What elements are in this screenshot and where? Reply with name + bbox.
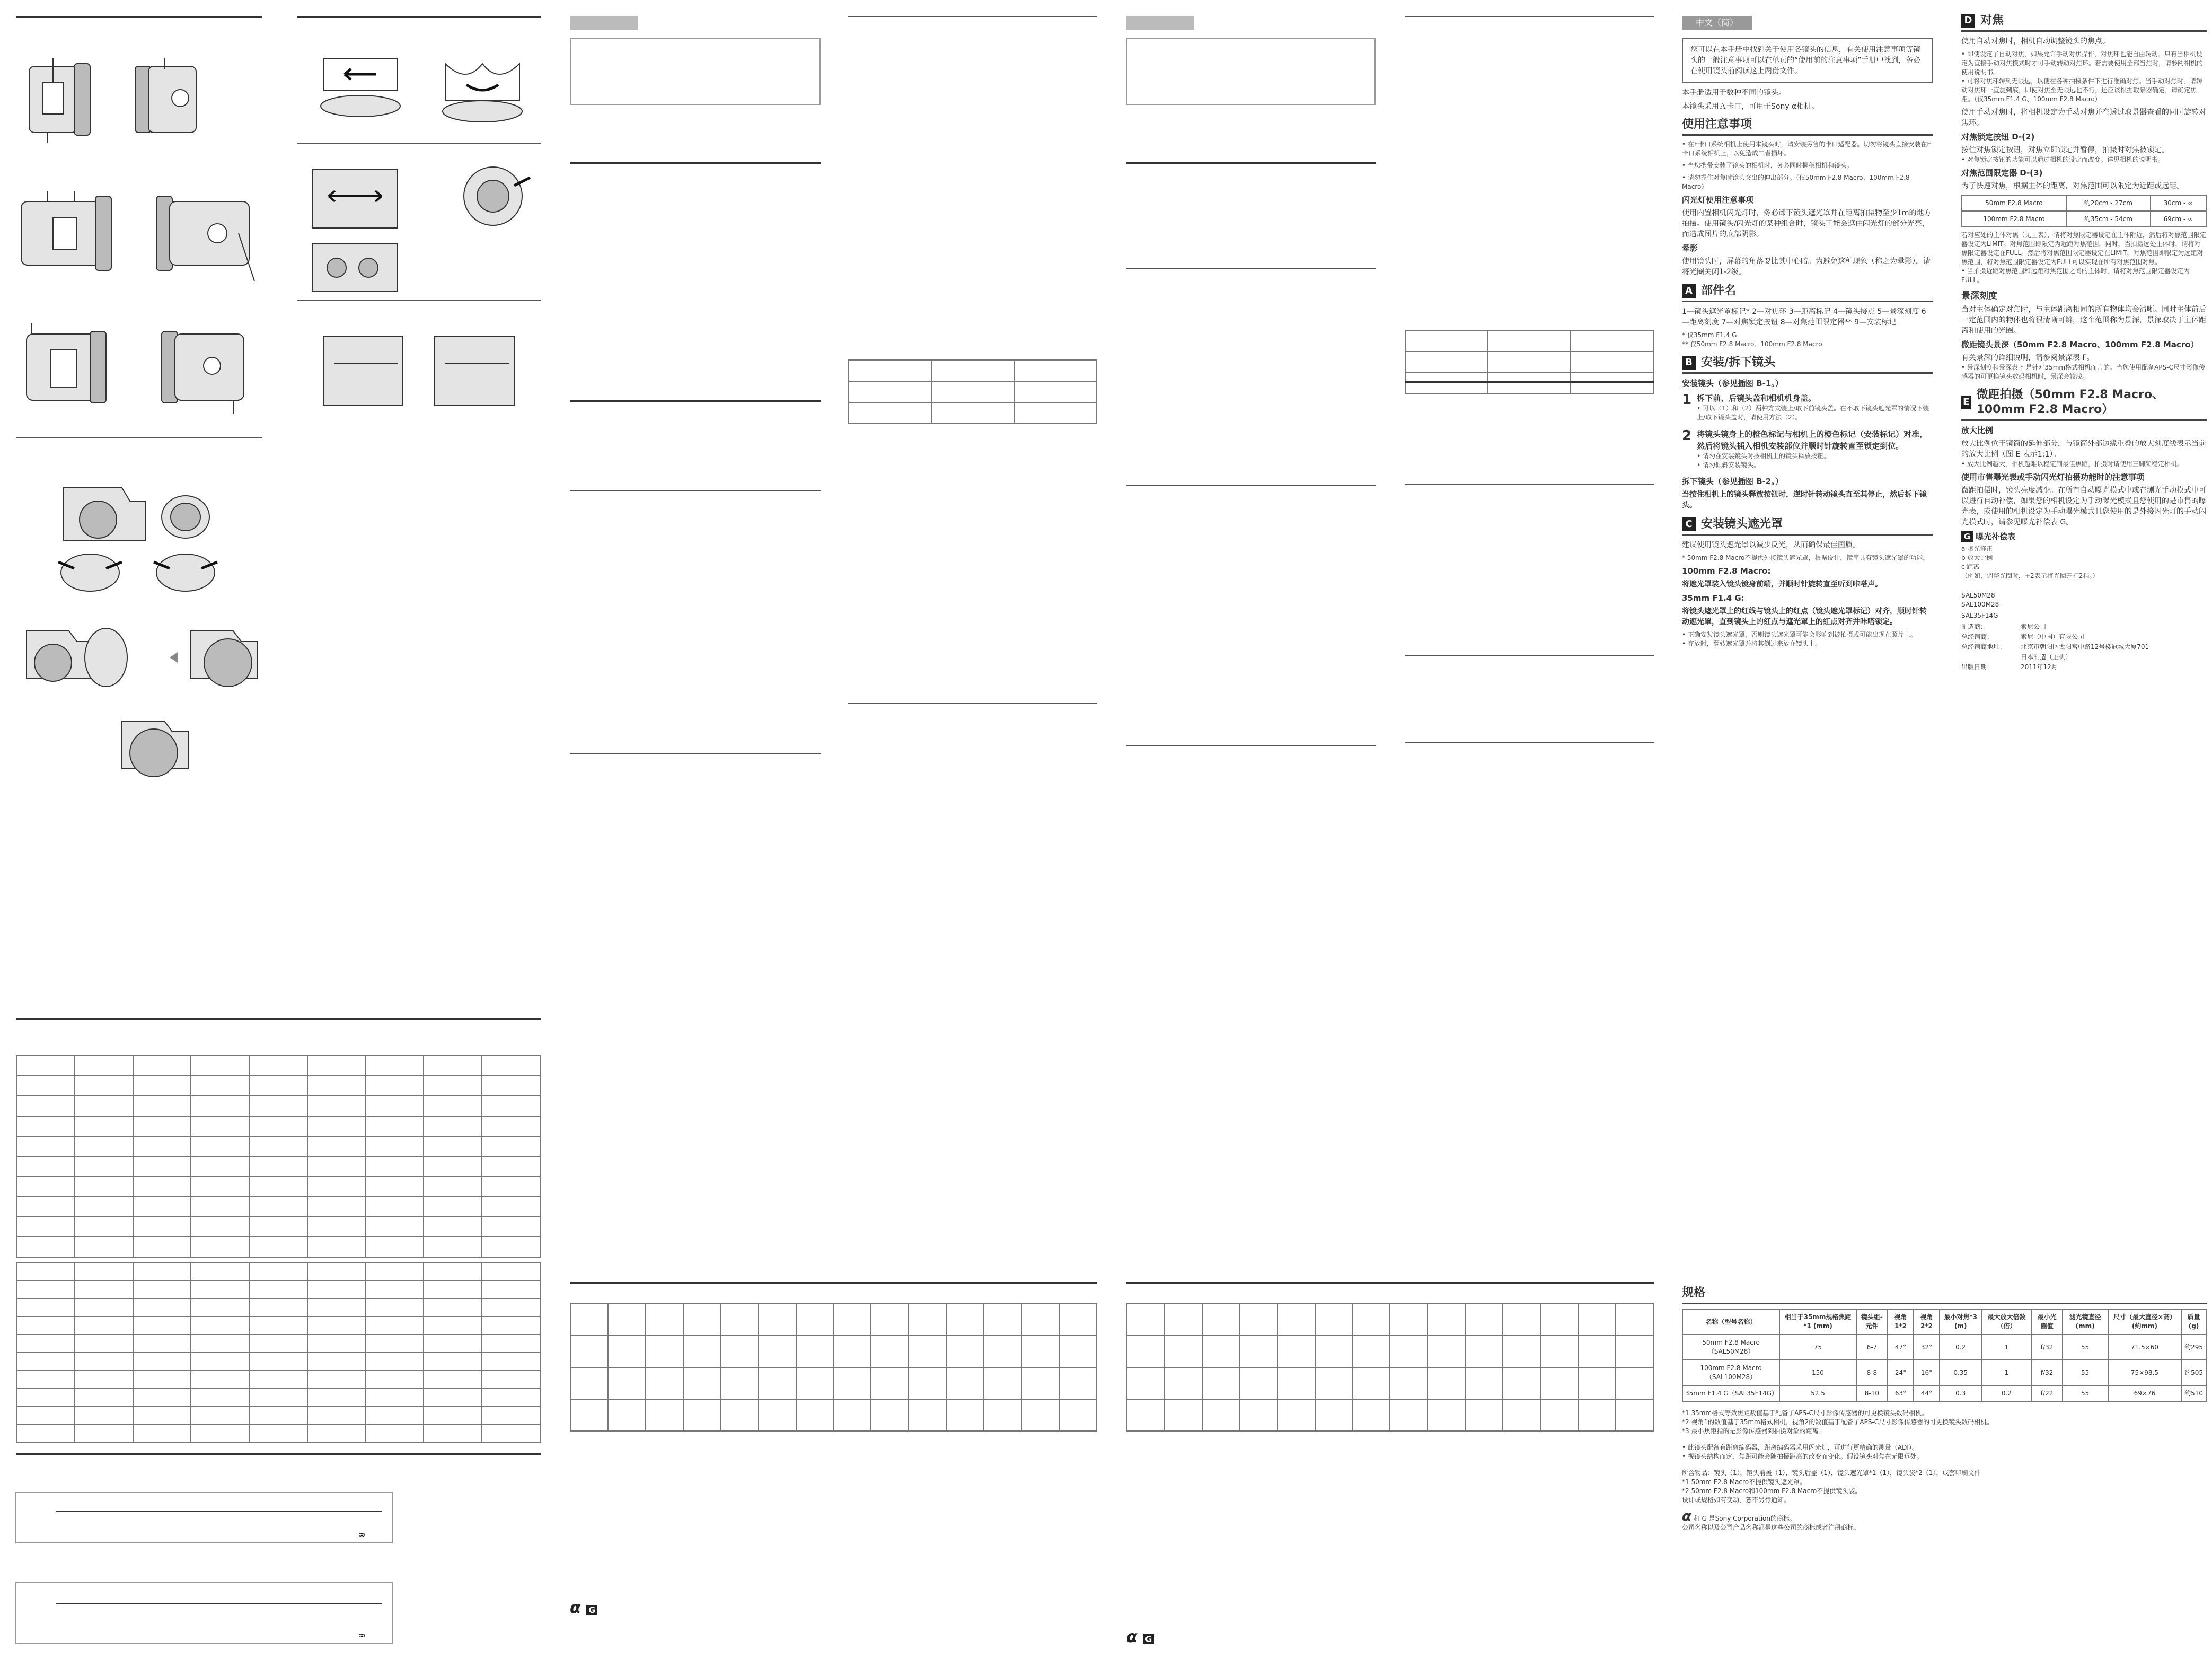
meter-flash-title: 使用市售曝光表或手动闪光灯拍摄功能时的注意事项 <box>1961 472 2145 482</box>
mount-lens-title: 安装镜头（参见插图 B-1。） <box>1682 379 1783 388</box>
manual-focus-text: 使用手动对焦时，将相机设定为手动对焦并在透过取景器查看的同时旋转对焦环。 <box>1961 108 2206 127</box>
svg-text:∞: ∞ <box>358 1529 366 1540</box>
spec-cell: 50mm F2.8 Macro（SAL50M28） <box>1682 1335 1779 1360</box>
spec-cell: 0.3 <box>1940 1385 1981 1402</box>
magnification-text: 放大比例位于镜筒的延伸部分，与镜筒外部边缘重叠的放大刻度线表示当前的放大比例（图 E 表示1:1）。 <box>1961 440 2206 459</box>
panel6-rule3 <box>1405 484 1654 485</box>
panel1-top-rule <box>16 16 262 18</box>
panel6-rule2 <box>1405 381 1654 383</box>
spec-header-cell: 视角2*2 <box>1914 1309 1940 1335</box>
language-tab-placeholder <box>570 16 638 30</box>
spec-cell: 63° <box>1888 1385 1914 1402</box>
spec-header-cell: 尺寸（最大直径×高）(约mm) <box>2108 1309 2181 1335</box>
focus-item: • 即使设定了自动对焦，如果允许手动对焦操作，对焦环也能自由转动。只有当相机设定为直接手动对焦模式时才可手动转动对焦环。若需要使用全部当焦时，请参阅相机的使用说明书。 <box>1961 50 2204 76</box>
dof-text: 当对主体确定对焦时，与主体距离相同的所有物体均会清晰。同时主体前后一定范围内的物体也将很清晰可辨，这个范围称为景深，景深取决于主体距离和使用的光圈。 <box>1961 305 2206 335</box>
spec-cell: 8-8 <box>1856 1360 1888 1385</box>
panel6-small-table <box>1405 330 1654 394</box>
spec-cell: f/32 <box>2032 1335 2063 1360</box>
macro-dof-title: 微距镜头景深（50mm F2.8 Macro、100mm F2.8 Macro） <box>1961 340 2199 349</box>
exposure-legend: c 距离 <box>1961 563 1980 570</box>
manufacturer-info: SAL50M28 SAL100M28 SAL35F14G 制造商： 索尼公司 总经销商： 索尼（中国）有限公司 总经销商地址： 北京市朝阳区太阳宫中路12号楼冠城大厦701 日本制造（主机） 出版日期： 2011年12月 <box>1961 591 2207 672</box>
hood-illustration-100mm <box>313 48 408 127</box>
panel2-divider2 <box>297 300 541 301</box>
panel5-rule1 <box>1126 162 1376 164</box>
panel1-table-rule <box>16 1018 541 1020</box>
spec-cell: 55 <box>2063 1385 2108 1402</box>
focus-limit-table: 50mm F2.8 Macro 约20cm - 27cm 30cm - ∞ 100mm F2.8 Macro 约35cm - 54cm 69cm - ∞ <box>1961 195 2207 227</box>
specifications <box>1682 1286 2207 1532</box>
lens-illustration-front-35mm <box>21 323 111 414</box>
lens-mount-illustration <box>16 620 265 774</box>
focus-text: 使用自动对焦时，相机自动调整镜头的焦点。 <box>1961 37 2110 46</box>
section-letter-c: C <box>1682 517 1696 531</box>
focus-limit-note: • 当拍摄近距对焦范围和远距对焦范围之间的主体时，请将对焦范围限定器设定为FULL。 <box>1961 267 2190 284</box>
panel5-rule3 <box>1126 485 1376 486</box>
spec-cell: 32° <box>1914 1335 1940 1360</box>
spec-table-placeholder-2 <box>1126 1303 1654 1432</box>
included-note: *2 50mm F2.8 Macro和100mm F2.8 Macro不提供镜头袋。 <box>1682 1487 1862 1495</box>
flash-precautions-text: 使用内置相机闪光灯时，务必卸下镜头遮光罩并在距离拍摄物至少1m的地方拍摄。使用镜头/闪光灯的某种组合时，镜头可能会遮住闪光灯的部分光亮，而造成图片的底部阴影。 <box>1682 209 1932 239</box>
language-tab-placeholder-2 <box>1126 16 1194 30</box>
depth-table-1 <box>16 1055 541 1258</box>
spec-cell: 71.5×60 <box>2108 1335 2181 1360</box>
section-c-header: C 安装镜头遮光罩 <box>1682 517 1933 536</box>
spec-cell: 24° <box>1888 1360 1914 1385</box>
dof-title: 景深刻度 <box>1961 291 1997 301</box>
spec-note: *3 最小焦距指的是影像传感器到拍摄对象的距离。 <box>1682 1427 1825 1435</box>
focus-item: • 可将对焦环转到无限远，以便在各种拍摄条件下进行准确对焦。当手动对焦时，请转动对焦环一直旋到底，即使对焦至无限远也不行，还应该根据取景器确定，请确定焦距。（仅35mm F1.4 G、100mm F2.8 Macro） <box>1961 77 2202 103</box>
panel6-rule4 <box>1405 655 1654 656</box>
focus-lock-note: • 对焦锁定按钮的功能可以通过相机的设定而改变。详见相机的说明书。 <box>1961 156 2164 163</box>
spec-header-cell: 视角1*2 <box>1888 1309 1914 1335</box>
alpha-g-logo-2: α G <box>1126 1628 1154 1646</box>
panel3-rule3 <box>570 490 821 491</box>
spec-cell: 150 <box>1779 1360 1856 1385</box>
precaution-item: • 请勿握住对焦时镜头突出的伸出部分。（仅50mm F2.8 Macro、100mm F2.8 Macro） <box>1682 174 1910 190</box>
intro-text-2: 本手册适用于数种不同的镜头。 <box>1682 89 1786 97</box>
spec-cell: 16° <box>1914 1360 1940 1385</box>
macro-dof-note: • 景深刻度和景深表 F 是针对35mm格式相机而言的。当您使用配备APS-C尺寸影像传感器的可更换镜头数码相机时，景深会较浅。 <box>1961 364 2205 380</box>
svg-text:∞: ∞ <box>358 1630 366 1641</box>
precaution-item: • 当您携带安装了镜头的相机时，务必同时握稳相机和镜头。 <box>1682 162 1853 169</box>
panel2-divider1 <box>297 143 541 144</box>
spec-title: 规格 <box>1682 1286 2207 1304</box>
spec-note: *2 视角1的数值基于35mm格式相机，视角2的数值基于配备了APS-C尺寸影像传感器的可更换镜头数码相机。 <box>1682 1418 1994 1426</box>
spec-cell: 52.5 <box>1779 1385 1856 1402</box>
intro-box: 您可以在本手册中找到关于使用各镜头的信息，有关使用注意事项等镜头的一般注意事项可以在单页的“使用前的注意事项”手册中找到，务必在使用镜头前阅读这上两份文件。 <box>1682 38 1933 83</box>
panel4-rule2 <box>848 703 1097 704</box>
hood-100mm-text: 将遮光罩装入镜头镜身前端，并顺时针旋转直至听到咔嗒声。 <box>1682 580 1882 589</box>
chinese-column-2 <box>1961 13 2207 672</box>
hood-35mm-text: 将镜头遮光罩上的红线与镜头上的红点（镜头遮光罩标记）对齐，顺时针转动遮光罩，直到镜头上的红点与遮光罩上的红点对齐并咔嗒锁定。 <box>1682 607 1927 626</box>
panel3-rule4 <box>570 753 821 754</box>
section-d-header: D 对焦 <box>1961 13 2207 32</box>
section-a-header: A 部件名 <box>1682 284 1933 302</box>
spec-cell: 0.2 <box>1981 1385 2031 1402</box>
distance-scale-1 <box>16 1493 398 1546</box>
spec-cell: 0.2 <box>1940 1335 1981 1360</box>
spec-cell: 8-10 <box>1856 1385 1888 1402</box>
hood-illustration-35mm <box>435 48 530 127</box>
spec-cell: 0.35 <box>1940 1360 1981 1385</box>
section-letter-e: E <box>1961 396 1971 409</box>
panel1-scale-rule <box>16 1453 541 1455</box>
focus-lock-title: 对焦锁定按钮 D-(2) <box>1961 132 2035 142</box>
focus-limit-text: 为了快速对焦，根据主体的距离，对焦范围可以限定为近距或远距。 <box>1961 182 2184 190</box>
panel5-rule2 <box>1126 268 1376 269</box>
exposure-legend: b 放大比例 <box>1961 554 1993 561</box>
spec-cell: 1 <box>1981 1360 2031 1385</box>
lens-illustration-side-50mm <box>133 58 207 143</box>
model-number: SAL50M28 <box>1961 592 1995 599</box>
focus-limit-title: 对焦范围限定器 D-(3) <box>1961 168 2043 178</box>
section-e-header: E 微距拍摄（50mm F2.8 Macro、100mm F2.8 Macro） <box>1961 388 2207 421</box>
vignette-title: 晕影 <box>1682 243 1698 253</box>
spec-table <box>1682 1309 2207 1402</box>
spec-header-cell: 质量(g) <box>2181 1309 2206 1335</box>
spec-table-placeholder-1 <box>570 1303 1097 1432</box>
lens-illustration-side-100mm <box>154 191 254 281</box>
precaution-item: • 在E卡口系统相机上使用本镜头时，请安装另售的卡口适配器。切勿将镜头直接安装在E卡口系统相机上，以免造成二者损坏。 <box>1682 141 1932 157</box>
spec-cell: 75×98.5 <box>2108 1360 2181 1385</box>
model-number: SAL100M28 <box>1961 601 1999 608</box>
spec-cell: 69×76 <box>2108 1385 2181 1402</box>
spec-note: *1 35mm格式等效焦距数值基于配备了APS-C尺寸影像传感器的可更换镜头数码相机。 <box>1682 1409 1928 1417</box>
alpha-logo-icon: α <box>1682 1508 1691 1524</box>
panel3-rule1 <box>570 162 821 164</box>
spec-cell: 1 <box>1981 1335 2031 1360</box>
panel3-rule2 <box>570 400 821 402</box>
included-note: *1 50mm F2.8 Macro不提供镜头遮光罩。 <box>1682 1478 1806 1486</box>
focus-lock-text: 按住对焦锁定按钮，对焦立即锁定并暂停，拍摄时对焦被锁定。 <box>1961 146 2169 154</box>
exposure-legend: a 曝光修正 <box>1961 545 1993 552</box>
step-1: 1 拆下前、后镜头盖和相机机身盖。 • 可以（1）和（2）两种方式装上/取下前镜头盖。在不取下镜头遮光罩的情况下装上/取下镜头盖时，请使用方法（2）。 <box>1682 392 1929 421</box>
lens-illustration-front-50mm <box>21 58 95 143</box>
included-items: 所含物品：镜头（1），镜头前盖（1），镜头后盖（1），镜头遮光罩*1（1），镜头袋*2（1），成套印刷文件 <box>1682 1469 1981 1477</box>
parts-note: * 仅35mm F1.4 G <box>1682 331 1737 339</box>
intro-box-placeholder-2 <box>1126 38 1376 105</box>
trademark-text: α 和 G 是Sony Corporation的商标。 <box>1682 1508 1796 1524</box>
panel6-top-rule <box>1405 16 1654 17</box>
spec-header-cell: 最大放大倍数（倍） <box>1981 1309 2031 1335</box>
hood-100mm-title: 100mm F2.8 Macro: <box>1682 566 1771 576</box>
panel5-spec-rule <box>1126 1282 1654 1284</box>
lens-illustration-front-100mm <box>16 191 117 276</box>
magnification-scale-illustration <box>318 331 530 416</box>
spec-header-cell: 滤光镜直径(mm) <box>2063 1309 2108 1335</box>
spec-header-cell: 最小对焦*3 (m) <box>1940 1309 1981 1335</box>
chinese-column-1 <box>1682 87 1933 652</box>
camera-cap-illustration <box>53 467 228 594</box>
panel2-top-rule <box>297 16 541 18</box>
panel5-rule4 <box>1126 745 1376 746</box>
remove-lens-title: 拆下镜头（参见插图 B-2。） <box>1682 477 1783 486</box>
spec-header-cell: 镜头组-元件 <box>1856 1309 1888 1335</box>
depth-table-2 <box>16 1262 541 1443</box>
spec-cell: 约295 <box>2181 1335 2206 1360</box>
panel3-spec-rule <box>570 1282 1097 1284</box>
hood-note: • 正确安装镜头遮光罩，否则镜头遮光罩可能会影响到被拍摄或可能出现在照片上。 <box>1682 631 1917 638</box>
model-number: SAL35F14G <box>1961 612 1998 619</box>
trademark-text-2: 公司名称以及公司产品名称都是这些公司的商标或者注册商标。 <box>1682 1524 1861 1531</box>
spec-cell: 75 <box>1779 1335 1856 1360</box>
lens-illustration-side-35mm <box>159 323 249 414</box>
hood-35mm-title: 35mm F1.4 G: <box>1682 593 1744 603</box>
meter-flash-text: 微距拍摄时，镜头亮度减少。在所有自动曝光模式中或在测光手动模式中可以进行自动补偿，如果您的相机设定为手动曝光模式且您使用的是市售的曝光表，或使用的相机设定为手动曝光模式且您使用的是外接闪光灯的手动闪光模式时，请参见曝光补偿表 G。 <box>1961 486 2206 526</box>
intro-box-placeholder <box>570 38 821 105</box>
alpha-g-logo-1: α G <box>570 1599 597 1617</box>
spec-cell: 约505 <box>2181 1360 2206 1385</box>
section-letter-g: G <box>1961 531 1973 542</box>
panel4-top-rule <box>848 16 1097 17</box>
focus-limit-body: 若对应处的主体对焦（见上表），请将对焦限定器设定在主体附近，然后将对焦范围限定器设定为LIMIT。对焦范围即限定为近距对焦范围，同时，当拍摄远处主体时，请将对焦限定器设定在FULL。然后将对焦范围限定器设定在LIMIT，对焦范围即限定为远距对焦范围，将对焦范围限定器设定为FULL可以实现在所有对焦范围对焦。 <box>1961 231 2207 266</box>
hood-text: 建议使用镜头遮光罩以减少反光，从而确保最佳画质。 <box>1682 541 1860 549</box>
panel6-rule5 <box>1405 742 1654 743</box>
language-tab: 中文（简） <box>1682 16 1752 30</box>
spec-cell: f/32 <box>2032 1360 2063 1385</box>
spec-note: • 视镜头结构而定，焦距可能会随拍摄距离的改变而变化。假设镜头对焦在无限远处。 <box>1682 1453 1923 1460</box>
spec-cell: 100mm F2.8 Macro（SAL100M28） <box>1682 1360 1779 1385</box>
spec-note: • 此镜头配备有距离编码器，距离编码器采用闪光灯，可进行更精确的测量（ADI）。 <box>1682 1444 1918 1451</box>
vignette-text: 使用镜头时，屏幕的角落要比其中心暗。为避免这种现象（称之为晕影），请将光圈关闭1-2级。 <box>1682 257 1931 276</box>
spec-cell: 47° <box>1888 1335 1914 1360</box>
hood-note: * 50mm F2.8 Macro不提供外接镜头遮光罩，根据设计，镜筒具有镜头遮光罩的功能。 <box>1682 554 1929 561</box>
spec-cell: 55 <box>2063 1360 2108 1385</box>
spec-header-cell: 名称（型号名称） <box>1682 1309 1779 1335</box>
magnification-note: • 放大比例越大，相机越难以稳定到最佳焦距，拍摄时请使用三脚架稳定相机。 <box>1961 460 2183 468</box>
intro-text-3: 本镜头采用Ａ卡口，可用于Sony α相机。 <box>1682 102 1819 111</box>
spec-cell: 6-7 <box>1856 1335 1888 1360</box>
spec-cell: 35mm F1.4 G（SAL35F14G） <box>1682 1385 1779 1402</box>
section-letter-a: A <box>1682 284 1696 298</box>
parts-list: 1—镜头遮光罩标记* 2—对焦环 3—距离标记 4—镜头接点 5—景深刻度 6—距离刻度 7—对焦锁定按钮 8—对焦范围限定器** 9—安装标记 <box>1682 308 1926 327</box>
step-2: 2 将镜头镜身上的橙色标记与相机上的橙色标记（安装标记）对准，然后将镜头插入相机安装部位并顺时针旋转直至锁定到位。 • 请勿在安装镜头时按相机上的镜头释放按钮。 • 请勿倾斜安装镜头。 <box>1682 428 1928 469</box>
spec-header-cell: 最小光圈值 <box>2032 1309 2063 1335</box>
spec-cell: 55 <box>2063 1335 2108 1360</box>
section-g-header: G 曝光补偿表 <box>1961 531 2207 542</box>
spec-cell: 44° <box>1914 1385 1940 1402</box>
section-letter-b: B <box>1682 356 1696 370</box>
precautions-title: 使用注意事项 <box>1682 117 1933 136</box>
magnification-title: 放大比例 <box>1961 426 1994 435</box>
included-note: 设计或规格如有变动，恕不另行通知。 <box>1682 1496 1791 1504</box>
panel4-small-table <box>848 359 1097 424</box>
section-b-header: B 安装/拆下镜头 <box>1682 355 1933 374</box>
spec-cell: f/22 <box>2032 1385 2063 1402</box>
hood-note: • 存放时，翻转遮光罩并将其倒过来放在镜头上。 <box>1682 640 1821 647</box>
distance-scale-2 <box>16 1583 398 1646</box>
focus-ring-illustration <box>313 164 546 292</box>
flash-precautions-title: 闪光灯使用注意事项 <box>1682 195 1754 205</box>
exposure-legend: （例如，调整光圈时，+2表示将光圈开打2档。） <box>1961 572 2099 580</box>
spec-header-cell: 相当于35mm规格焦距*1 (mm) <box>1779 1309 1856 1335</box>
spec-cell: 约510 <box>2181 1385 2206 1402</box>
section-letter-d: D <box>1961 14 1975 28</box>
remove-lens-text: 当按住相机上的镜头释放按钮时，逆时针转动镜头直至其停止，然后拆下镜头。 <box>1682 490 1927 510</box>
parts-note: ** 仅50mm F2.8 Macro、100mm F2.8 Macro <box>1682 340 1822 348</box>
macro-dof-text: 有关景深的详细说明，请参阅景深表 F。 <box>1961 354 2094 362</box>
panel1-divider <box>16 437 262 438</box>
